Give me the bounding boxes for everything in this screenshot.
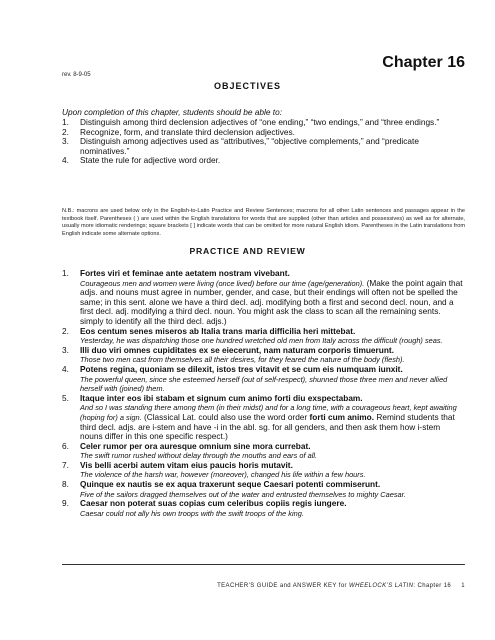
latin-sentence: Eos centum senes miseros ab Italia trans maria difficilia heri mittebat.	[80, 325, 356, 336]
nb-note: N.B.: macrons are used below only in the English-to-Latin Practice and Review Sentences; macrons for all other Latin sentences and passages appear in the textbook itself. Parentheses ( ) are used within the English translations for words that are supplied (other than articles and possessives) as well as for alternate, usually more idiomatic renderings; square brackets [ ] indicate words that can be omitted for more natural English idiom. Parentheses in the Latin translations from English indicate some alternate options.	[62, 208, 465, 237]
teacher-note-start: (Classical Lat. could also use the word order	[143, 411, 308, 422]
english-translation: Caesar could not ally his own troops with the swift troops of the king.	[80, 508, 304, 518]
practice-item	[62, 394, 465, 442]
page-footer	[217, 583, 465, 589]
footer-divider	[62, 564, 465, 565]
english-translation: And so I was standing there among them (in their midst) and for a long time, with a courageous heart, kept awaiting (hoping for) a sign.	[80, 403, 457, 422]
practice-item	[62, 346, 465, 365]
objective-item	[62, 156, 465, 166]
latin-sentence: Potens regina, quoniam se dilexit, istos tres vitavit et se cum eis numquam iunxit.	[80, 363, 403, 374]
teacher-note: (Make the point again that adjs. and nouns must agree in number, gender, and case, but their endings will often not be spelled the same; in this sent. alone we have a third decl. adj. modifying both a first and second decl. noun, and a first decl. adj. modifying a third decl. noun. You might ask the class to scan all the remaining sents. simply to identify all the third decl. adjs.)	[80, 277, 463, 326]
english-translation: Yesterday, he was dispatching those one hundred wretched old men from Italy across the difficult (rough) seas.	[80, 336, 443, 346]
item-number: 9.	[62, 498, 69, 509]
practice-item	[62, 499, 465, 518]
item-number: 7.	[62, 459, 69, 470]
objective-number: 2.	[62, 126, 69, 137]
objective-text: State the rule for adjective word order.	[80, 155, 221, 166]
objectives-list	[62, 118, 465, 166]
objective-text: Distinguish among adjectives used as “attributives,” “objective complements,” and “predicate nominatives.”	[80, 136, 419, 156]
item-number: 4.	[62, 363, 69, 374]
teacher-note-end: Remind students that third decl. adjs. are i-stem and have -i in the abl. sg. for all genders, and then ask them how i-stem nouns differ in this one specific respect.)	[80, 411, 455, 442]
objective-number: 1.	[62, 117, 69, 127]
item-number: 1.	[62, 268, 69, 278]
objectives-heading: OBJECTIVES	[213, 81, 281, 91]
teacher-note-latin: forti cum animo.	[309, 411, 375, 422]
chapter-title: Chapter 16	[382, 54, 465, 71]
latin-sentence: Vis belli acerbi autem vitam eius paucis horis mutavit.	[80, 459, 293, 470]
item-number: 8.	[62, 479, 69, 490]
latin-sentence: Celer rumor per ora auresque omnium sine mora currebat.	[80, 440, 311, 451]
revision-date: rev. 8-9-05	[62, 72, 91, 78]
page-number: 1	[461, 583, 465, 589]
latin-sentence: Fortes viri et feminae ante aetatem nostram vivebant.	[80, 268, 290, 278]
latin-sentence: Quinque ex nautis se ex aqua traxerunt seque Caesari potenti commiserunt.	[80, 479, 381, 490]
practice-item	[62, 442, 465, 461]
latin-sentence: Itaque inter eos ibi stabam et signum cum animo forti diu exspectabam.	[80, 392, 363, 403]
english-translation: Courageous men and women were living (once lived) before our time (age/generation).	[80, 278, 365, 288]
english-translation: Five of the sailors dragged themselves out of the water and entrusted themselves to mighty Caesar.	[80, 489, 406, 499]
item-number: 3.	[62, 344, 69, 355]
latin-sentence: Caesar non poterat suas copias cum celeribus copiis regis iungere.	[80, 498, 347, 509]
practice-item	[62, 269, 465, 327]
footer-prefix: TEACHER’S GUIDE and ANSWER KEY for	[217, 583, 347, 589]
objective-item	[62, 137, 465, 156]
objective-text: Distinguish among third declension adjectives of “one ending,” “two endings,” and “three endings.”	[80, 117, 440, 127]
objectives-intro: Upon completion of this chapter, students should be able to:	[62, 107, 283, 117]
item-number: 5.	[62, 392, 69, 403]
practice-item	[62, 365, 465, 394]
item-number: 6.	[62, 440, 69, 451]
practice-item	[62, 480, 465, 499]
latin-sentence: Illi duo viri omnes cupiditates ex se eiecerunt, nam naturam corporis timuerunt.	[80, 344, 394, 355]
footer-book-title: WHEELOCK’S LATIN	[349, 583, 414, 589]
english-translation: The swift rumor rushed without delay through the mouths and ears of all.	[80, 451, 318, 461]
english-translation: The violence of the harsh war, however (moreover), changed his life within a few hours.	[80, 470, 366, 480]
item-number: 2.	[62, 325, 69, 336]
practice-heading: PRACTICE AND REVIEW	[189, 246, 306, 256]
english-translation: Those two men cast from themselves all their desires, for they feared the nature of the body (flesh).	[80, 355, 405, 365]
objective-number: 3.	[62, 136, 69, 147]
objective-text: Recognize, form, and translate third declension adjectives.	[80, 126, 295, 137]
footer-chapter: : Chapter 16	[413, 583, 452, 589]
practice-item	[62, 461, 465, 480]
practice-list	[62, 269, 465, 518]
objective-number: 4.	[62, 155, 69, 166]
english-translation: The powerful queen, since she esteemed herself (out of self-respect), shunned those three men and never allied herself with (joined) them.	[80, 374, 448, 394]
practice-item	[62, 327, 465, 346]
